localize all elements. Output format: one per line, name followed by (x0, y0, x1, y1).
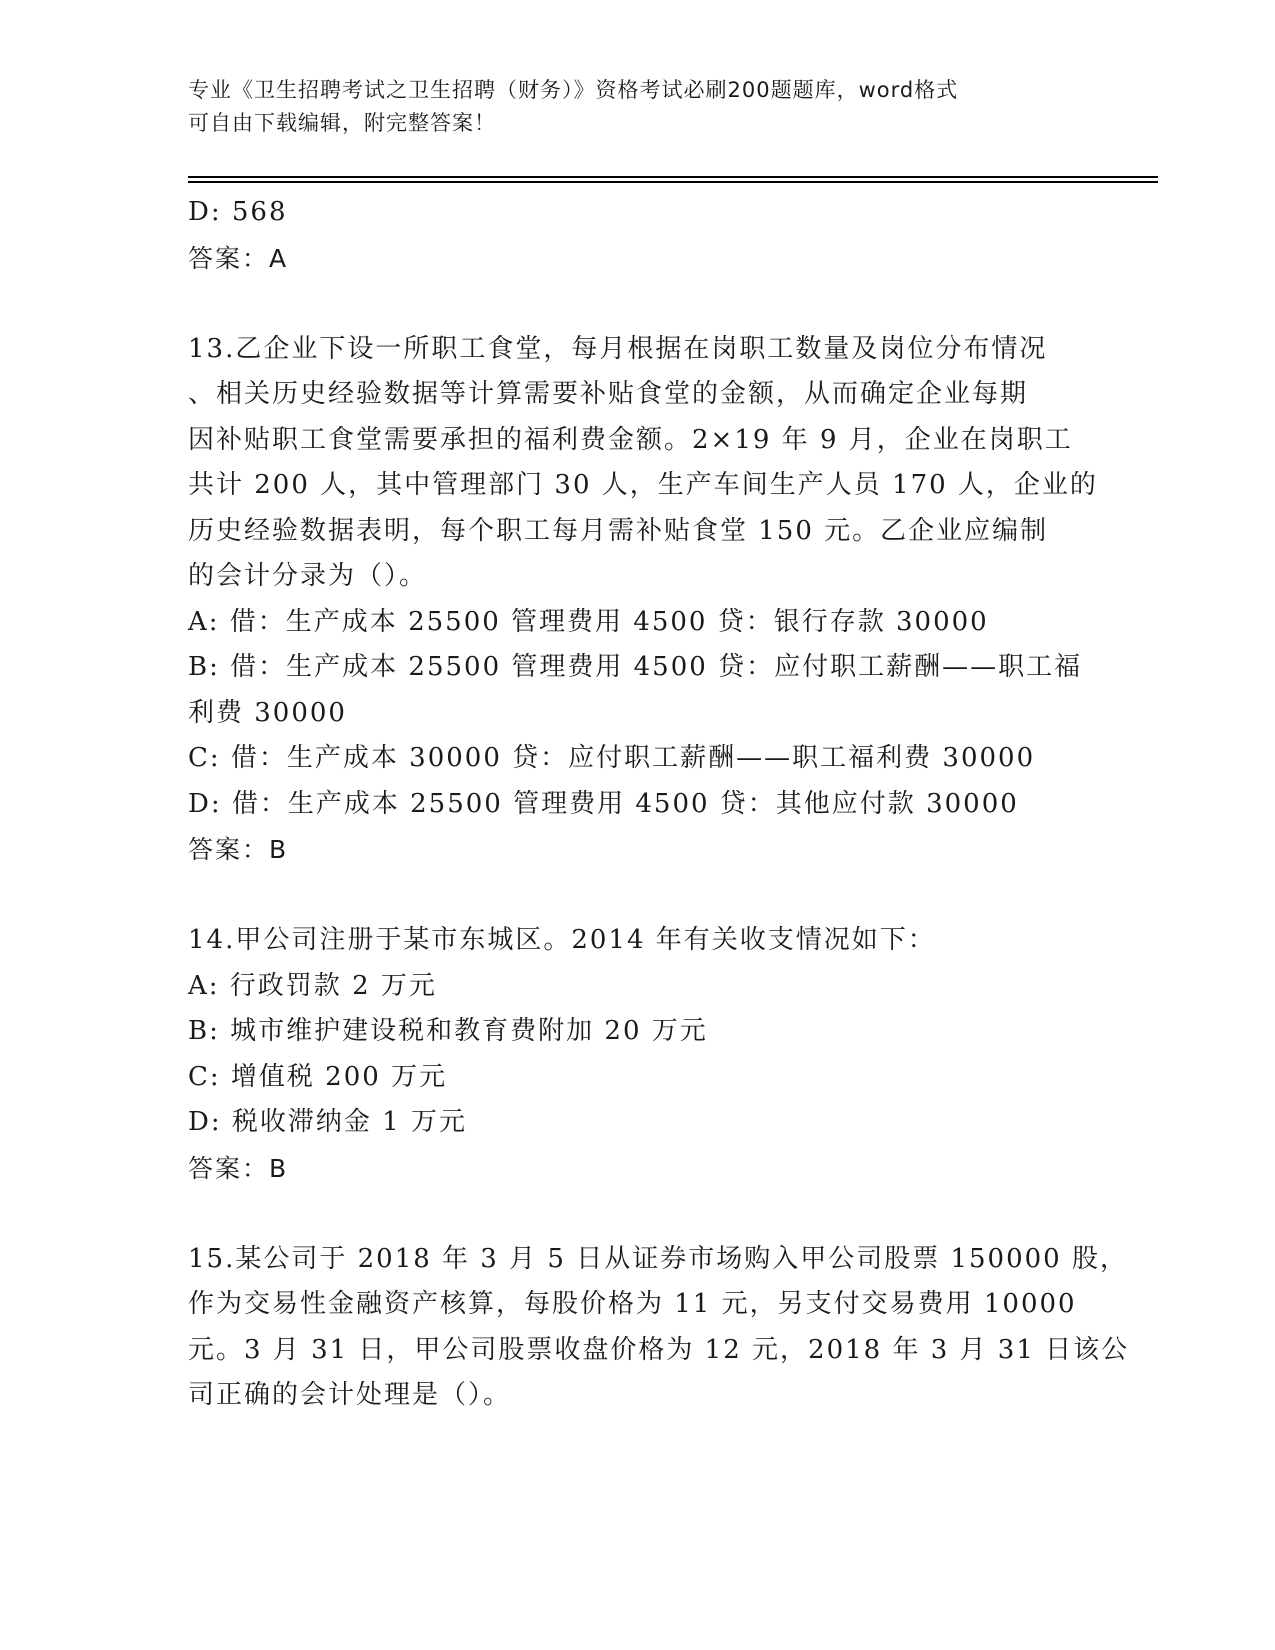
q13-option-c: C: 借：生产成本 30000 贷：应付职工薪酬——职工福利费 30000 (188, 743, 1036, 773)
q13-answer: 答案：B (188, 835, 289, 864)
q13-option-d: D: 借：生产成本 25500 管理费用 4500 贷：其他应付款 30000 (188, 788, 1019, 819)
header-divider-bottom (188, 181, 1158, 183)
q12-answer: 答案：A (188, 243, 289, 273)
q13-option-b-continued: 利费 30000 (188, 697, 347, 728)
document-body (188, 190, 1130, 1419)
q14-option-a: A: 行政罚款 2 万元 (188, 970, 437, 1001)
spacer (188, 873, 1088, 919)
q14-option-c: C: 增值税 200 万元 (188, 1061, 448, 1092)
q13-stem-line: 共计 200 人，其中管理部门 30 人，生产车间生产人员 170 人，企业的 (188, 470, 1098, 500)
q15-stem-line: 15.某公司于 2018 年 3 月 5 日从证券市场购入甲公司股票 150000 股， (188, 1243, 1128, 1274)
page-header (188, 74, 1088, 140)
spacer (188, 1191, 1088, 1237)
q13-stem-line: 、相关历史经验数据等计算需要补贴食堂的金额，从而确定企业每期 (188, 379, 1029, 409)
q14-option-d: D: 税收滞纳金 1 万元 (188, 1107, 467, 1137)
q13-stem-line: 13.乙企业下设一所职工食堂，每月根据在岗职工数量及岗位分布情况 (188, 333, 1048, 364)
q14-answer: 答案：B (188, 1153, 289, 1183)
header-divider-top (188, 176, 1158, 178)
q13-stem-line: 因补贴职工食堂需要承担的福利费金额。2×19 年 9 月，企业在岗职工 (188, 424, 1073, 455)
q13-option-b: B: 借：生产成本 25500 管理费用 4500 贷：应付职工薪酬——职工福 (188, 652, 1083, 682)
header-title-line-2: 可自由下载编辑，附完整答案！ (188, 111, 496, 135)
q15-stem-line: 作为交易性金融资产核算，每股价格为 11 元，另支付交易费用 10000 (188, 1289, 1077, 1319)
q13-stem-line: 历史经验数据表明，每个职工每月需补贴食堂 150 元。乙企业应编制 (188, 515, 1049, 546)
q14-option-b: B: 城市维护建设税和教育费附加 20 万元 (188, 1016, 708, 1046)
q12-option-d: D: 568 (188, 197, 288, 227)
q15-stem-line: 元。3 月 31 日，甲公司股票收盘价格为 12 元，2018 年 3 月 31 日该公 (188, 1334, 1130, 1365)
q13-stem-line: 的会计分录为（）。 (188, 561, 428, 591)
spacer (188, 281, 1088, 327)
q15-stem-line: 司正确的会计处理是（）。 (188, 1380, 512, 1410)
q14-stem: 14.甲公司注册于某市东城区。2014 年有关收支情况如下： (188, 925, 936, 955)
q13-option-a: A: 借：生产成本 25500 管理费用 4500 贷：银行存款 30000 (188, 606, 989, 637)
header-title-line-1: 专业《卫生招聘考试之卫生招聘（财务）》资格考试必刷200题题库，word格式 (188, 78, 959, 102)
